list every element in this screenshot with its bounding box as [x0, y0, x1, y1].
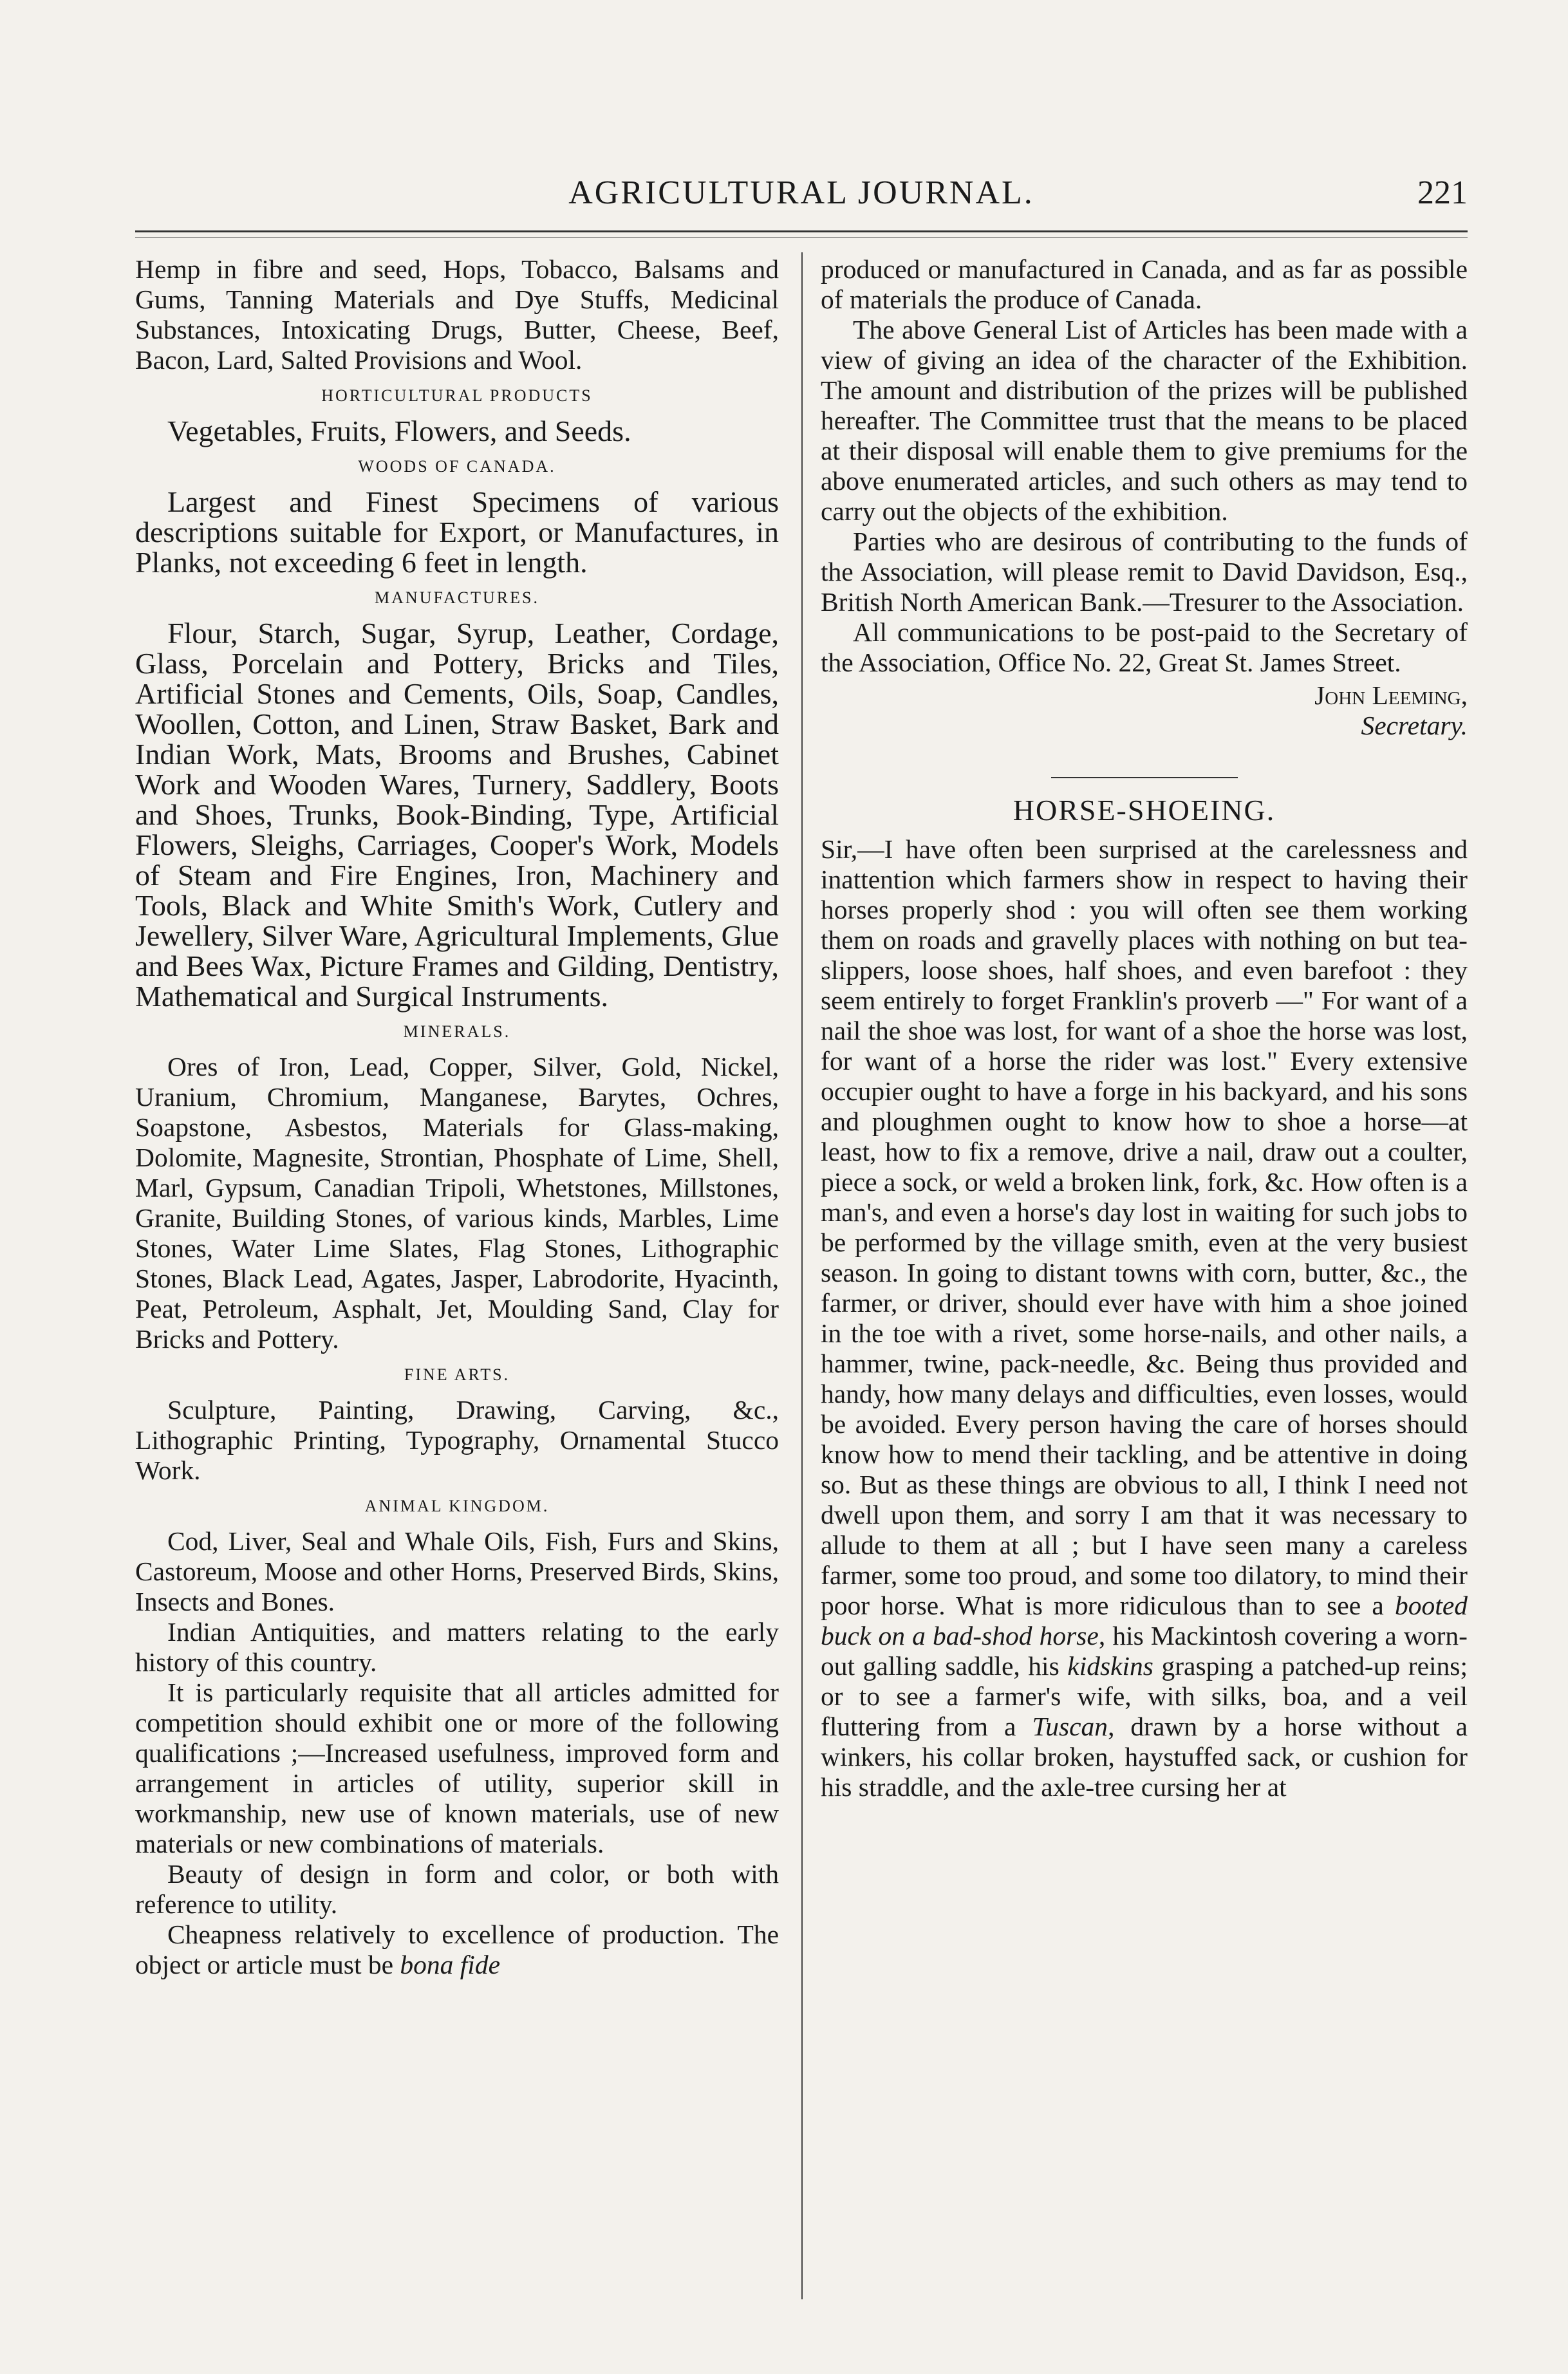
- paragraph-cheapness: [135, 1920, 779, 1980]
- heading-woods: WOODS OF CANADA.: [358, 457, 556, 476]
- article-title: HORSE-SHOEING.: [1013, 794, 1276, 827]
- paragraph-minerals: Ores of Iron, Lead, Copper, Silver, Gold, Nickel, Uranium, Chromium, Manganese, Barytes, Ochres, Soapstone, Asbestos, Materials for Glass-making, Dolomite, Magnesite, Strontian, Phosphate of Lime, Shell, Marl, Gypsum, Canadian Tripoli, Whetstones, Millstones, Granite, Building Stones, of various kinds, Marbles, Lime Stones, Water Lime Slates, Flag Stones, Lithographic Stones, Black Lead, Agates, Jasper, Labrodorite, Hyacinth, Peat, Petroleum, Asphalt, Jet, Moulding Sand, Clay for Bricks and Pottery.: [135, 1052, 779, 1354]
- horse-shoeing-emphasis-3: Tuscan: [1032, 1712, 1108, 1741]
- signature-title: Secretary.: [1361, 711, 1468, 740]
- running-head: AGRICULTURAL JOURNAL.: [568, 174, 1034, 211]
- paragraph-woods: Largest and Finest Specimens of various descriptions suitable for Export, or Manufactures, in Planks, not exceeding 6 feet in length.: [135, 485, 779, 579]
- heading-manufactures: MANUFACTURES.: [375, 588, 539, 607]
- horse-shoeing-emphasis-2: kidskins: [1067, 1651, 1153, 1681]
- right-column: [821, 254, 1468, 1802]
- column-divider: [801, 252, 803, 2299]
- section-rule: [1051, 777, 1238, 778]
- header-rule-thin: [135, 237, 1468, 238]
- cheapness-text: Cheapness relatively to excellence of production. The object or article must be: [135, 1920, 779, 1979]
- paragraph-fine-arts: Sculpture, Painting, Drawing, Carving, &c., Lithographic Printing, Typography, Ornamental Stucco Work.: [135, 1395, 779, 1485]
- paragraph-animal-kingdom: Cod, Liver, Seal and Whale Oils, Fish, Furs and Skins, Castoreum, Moose and other Horns, Preserved Birds, Skins, Insects and Bones.: [135, 1526, 779, 1616]
- horse-shoeing-text-3: grasping a patched-up reins; or to see a farmer's wife, with silks, boa, and a veil fluttering from a: [821, 1651, 1468, 1741]
- heading-horticultural: HORTICULTURAL PRODUCTS: [321, 386, 593, 405]
- left-column: [135, 254, 779, 1980]
- paragraph-produce: Hemp in fibre and seed, Hops, Tobacco, Balsams and Gums, Tanning Materials and Dye Stuffs, Medicinal Substances, Intoxicating Drugs, Butter, Cheese, Beef, Bacon, Lard, Salted Provisions and Wool.: [135, 254, 779, 375]
- paragraph-parties: Parties who are desirous of contributing to the funds of the Association, will please remit to David Davidson, Esq., British North American Bank.—Tresurer to the Association.: [821, 527, 1468, 617]
- heading-minerals: MINERALS.: [403, 1022, 511, 1041]
- header-rule: [135, 230, 1468, 232]
- paragraph-indian-antiquities: Indian Antiquities, and matters relating to the early history of this country.: [135, 1617, 779, 1677]
- paragraph-horticultural: Vegetables, Fruits, Flowers, and Seeds.: [167, 415, 631, 447]
- heading-fine-arts: FINE ARTS.: [404, 1365, 510, 1384]
- paragraph-requisite: It is particularly requisite that all articles admitted for competition should exhibit one or more of the following qualifications ;—Increased usefulness, improved form and arrangement in articles of utility, superior skill in workmanship, new use of known materials, use of new materials or new combinations of materials.: [135, 1678, 779, 1858]
- horse-shoeing-emphasis-1: booted buck on a bad-shod horse: [821, 1591, 1468, 1650]
- paragraph-continuation: produced or manufactured in Canada, and as far as possible of materials the produce of Canada.: [821, 254, 1468, 314]
- horse-shoeing-text-1: Sir,—I have often been surprised at the carelessness and inattention which farmers show in respect to having their horses properly shod : you will often see them working them on roads and gravelly places with nothing on but tea-slippers, loose shoes, half shoes, and even barefoot : they seem entirely to forget Franklin's proverb —" For want of a nail the shoe was lost, for want of a shoe the horse was lost, for want of a horse the rider was lost." Every extensive occupier ought to have a forge in his backyard, and his sons and ploughmen ought to know how to shoe a horse—at least, how to fix a remove, drive a nail, draw out a coulter, piece a sock, or weld a broken link, fork, &c. How often is a man's, and even a horse's day lost in waiting for such jobs to be performed by the village smith, even at the very busiest season. In going to distant towns with corn, butter, &c., the farmer, or driver, should ever have with him a shoe joined in the toe with a rivet, some horse-nails, and other nails, a hammer, twine, pack-needle, &c. Being thus provided and handy, how many delays and difficulties, even losses, would be avoided. Every person having the care of horses should know how to mend their tackling, and be attentive in doing so. But as these things are obvious to all, I think I need not dwell upon them, and sorry I am that it was necessary to allude to them at all ; but I have seen many a careless farmer, some too proud, and some too dilatory, to mind their poor horse. What is more ridiculous than to see a: [821, 834, 1468, 1620]
- heading-animal-kingdom: ANIMAL KINGDOM.: [364, 1497, 550, 1515]
- paragraph-communications: All communications to be post-paid to the Secretary of the Association, Office No. 22, Great St. James Street.: [821, 617, 1468, 677]
- paragraph-general-list: The above General List of Articles has been made with a view of giving an idea of the character of the Exhibition. The amount and distribution of the prizes will be published hereafter. The Committee trust that the means to be placed at their disposal will enable them to give premiums for the above enumerated articles, and such others as may tend to carry out the objects of the exhibition.: [821, 315, 1468, 526]
- cheapness-emphasis: bona fide: [400, 1950, 501, 1979]
- horse-shoeing-text-2: , his Mackintosh covering a worn-out galling saddle, his: [821, 1621, 1468, 1681]
- paragraph-manufactures: Flour, Starch, Sugar, Syrup, Leather, Cordage, Glass, Porcelain and Pottery, Bricks and Tiles, Artificial Stones and Cements, Oils, Soap, Candles, Woollen, Cotton, and Linen, Straw Basket, Bark and Indian Work, Mats, Brooms and Brushes, Cabinet Work and Wooden Wares, Turnery, Saddlery, Boots and Shoes, Trunks, Book-Binding, Type, Artificial Flowers, Sleighs, Carriages, Cooper's Work, Models of Steam and Fire Engines, Iron, Machinery and Tools, Black and White Smith's Work, Cutlery and Jewellery, Silver Ware, Agricultural Implements, Glue and Bees Wax, Picture Frames and Gilding, Dentistry, Mathematical and Surgical Instruments.: [135, 617, 779, 1013]
- paragraph-beauty: Beauty of design in form and color, or both with reference to utility.: [135, 1859, 779, 1919]
- paragraph-horse-shoeing: [821, 834, 1468, 1802]
- page-number: 221: [1417, 174, 1468, 211]
- horse-shoeing-text-4: , drawn by a horse without a winkers, his collar broken, haystuffed sack, or cushion for his straddle, and the axle-tree cursing her at: [821, 1712, 1468, 1802]
- page-header: [135, 174, 1468, 212]
- signature-name: John Leeming,: [1314, 680, 1468, 710]
